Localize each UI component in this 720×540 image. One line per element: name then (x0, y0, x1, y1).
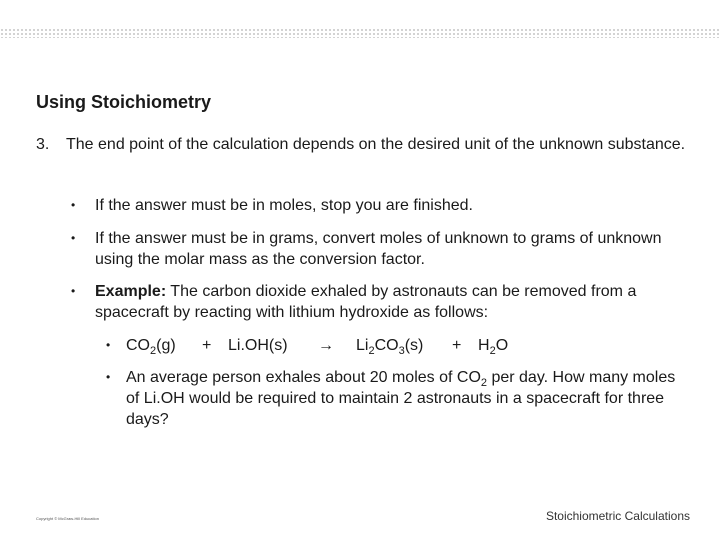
equation-co2: $CO_2(g)$ (126, 337, 176, 357)
example-body: The carbon dioxide exhaled by astronauts can be removed from a spacecraft by reacting with lithium hydroxide as follows: (95, 283, 637, 321)
bullet-dot-icon: • (106, 338, 111, 352)
bullet-example-text (95, 281, 665, 323)
decorative-dot-band (0, 28, 720, 38)
bullet-moles-text: If the answer must be in moles, stop you are finished. (95, 197, 473, 214)
numbered-point (36, 130, 686, 159)
bullet-dot-icon: • (71, 198, 76, 212)
equation-arrow: → (318, 337, 334, 354)
equation-plus: + (202, 337, 212, 354)
example-label: Example: (95, 283, 167, 300)
bullet-grams-text: If the answer must be in grams, convert moles of unknown to grams of unknown using the molar mass as the conversion factor. (95, 230, 662, 268)
copyright-text: Copyright © McGraw-Hill Education (36, 516, 99, 521)
section-label: Stoichiometric Calculations (545, 509, 690, 523)
bullet-dot-icon: • (71, 284, 76, 298)
equation-lioh: Li.OH(s) (228, 337, 288, 354)
bullet-question-text: An average person exhales about 20 moles of $CO_2$ per day. How many moles of Li.OH would be required to maintain 2 astronauts in a spacecraft for three days? (126, 369, 676, 428)
bullet-dot-icon: • (106, 370, 111, 384)
equation-plus: + (452, 337, 462, 354)
point-number: 3. (36, 136, 50, 153)
slide-title: Using Stoichiometry (36, 92, 212, 112)
bullet-dot-icon: • (71, 231, 76, 245)
equation-h2o: $H_2O$ (478, 337, 509, 357)
point-text: The end point of the calculation depends on the desired unit of the unknown substance. (66, 136, 686, 153)
equation-li2co3: $Li_2CO_3(s)$ (356, 337, 424, 357)
